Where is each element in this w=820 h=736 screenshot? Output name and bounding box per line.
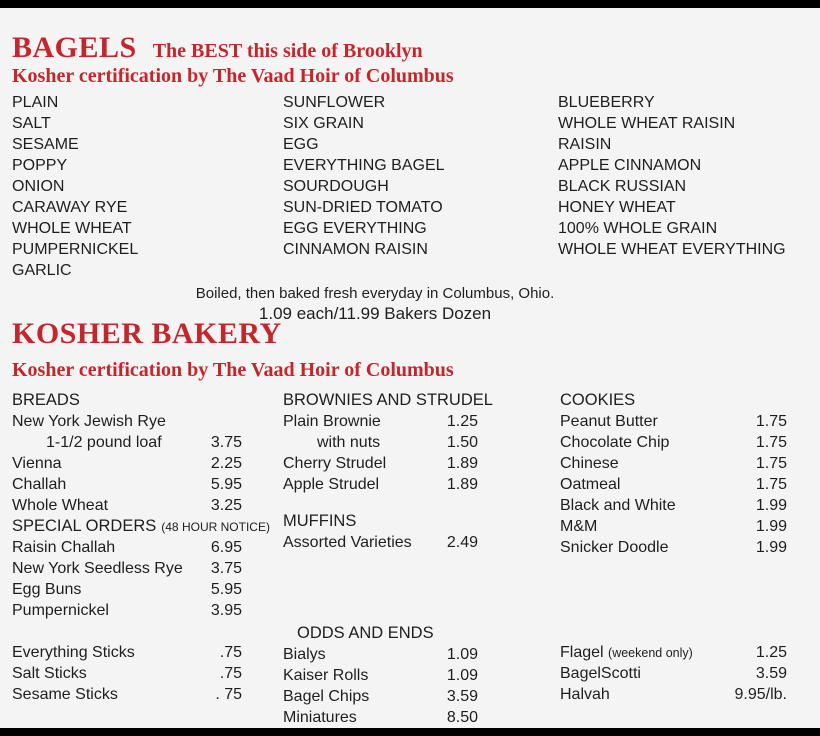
- menu-item-price: 5.95: [210, 581, 242, 598]
- menu-item-name: Chinese: [560, 455, 619, 472]
- menu-item-name: Bialys: [283, 646, 326, 663]
- column-spacer: [283, 495, 478, 511]
- bakery-certification: Kosher certification by The Vaad Hoir of Columbus: [12, 359, 454, 381]
- menu-item-name: Whole Wheat: [12, 497, 109, 514]
- menu-item-name: Assorted Varieties: [283, 534, 412, 551]
- menu-item-name: Raisin Challah: [12, 539, 116, 556]
- bagel-flavor: ONION: [12, 178, 65, 195]
- bagel-flavor: SALT: [12, 115, 51, 132]
- section-header-special-orders: [12, 516, 270, 537]
- menu-item-name: New York Jewish Rye: [12, 413, 166, 430]
- menu-item-name: Miniatures: [283, 709, 357, 726]
- bagel-flavor: GARLIC: [12, 262, 72, 279]
- menu-item-price: 1.25: [755, 644, 787, 661]
- section-header-cookies: COOKIES: [560, 391, 636, 409]
- menu-item-row: [283, 644, 478, 665]
- bagel-flavor: EGG: [283, 136, 319, 153]
- bagel-flavor: SUN-DRIED TOMATO: [283, 199, 443, 216]
- bagels-certification: Kosher certification by The Vaad Hoir of Columbus: [12, 65, 454, 87]
- bagel-flavor: CARAWAY RYE: [12, 199, 128, 216]
- menu-item-row: [283, 532, 478, 553]
- menu-item-name: Egg Buns: [12, 581, 82, 598]
- menu-item-price: 1.50: [446, 434, 478, 451]
- bakery-column-cookies: [560, 390, 787, 705]
- bagel-flavor: SESAME: [12, 136, 79, 153]
- menu-item-name: Challah: [12, 476, 67, 493]
- section-header-brownies: BROWNIES AND STRUDEL: [283, 391, 493, 409]
- menu-item-price: 3.59: [446, 688, 478, 705]
- bagels-tagline: The BEST this side of Brooklyn: [152, 40, 423, 62]
- column-spacer: [560, 558, 787, 642]
- specialty-name: Flagel: [560, 644, 604, 661]
- menu-item-row: [12, 495, 242, 516]
- menu-item-row: [283, 707, 478, 728]
- bagel-flavor: EGG EVERYTHING: [283, 220, 427, 237]
- menu-item-row: [12, 663, 242, 684]
- menu-item-row: [560, 516, 787, 537]
- bagel-flavor: POPPY: [12, 157, 68, 174]
- menu-item-name: Kaiser Rolls: [283, 667, 369, 684]
- bagel-flavor: PUMPERNICKEL: [12, 241, 139, 258]
- menu-item-price: 3.75: [210, 434, 242, 451]
- menu-item-price: 1.25: [446, 413, 478, 430]
- menu-item-row: [283, 453, 478, 474]
- section-header-muffins: MUFFINS: [283, 512, 357, 530]
- menu-item-row: [12, 432, 242, 453]
- special-orders-label: SPECIAL ORDERS: [12, 517, 157, 535]
- menu-item-price: 1.99: [755, 539, 787, 556]
- menu-item-price: 1.75: [755, 455, 787, 472]
- section-header-odds-and-ends: ODDS AND ENDS: [297, 624, 434, 642]
- menu-item-name: Everything Sticks: [12, 644, 135, 661]
- menu-item-row: [12, 684, 242, 705]
- menu-item-price: .75: [219, 665, 242, 682]
- menu-item-price: .75: [219, 644, 242, 661]
- menu-item-price: 3.25: [210, 497, 242, 514]
- menu-item-price: 1.09: [446, 667, 478, 684]
- menu-item-row: [12, 474, 242, 495]
- menu-item-row: [560, 453, 787, 474]
- menu-item-name: 1-1/2 pound loaf: [46, 434, 162, 451]
- menu-item-row: [560, 642, 787, 663]
- bagel-flavor: WHOLE WHEAT: [12, 220, 132, 237]
- menu-item-name: Snicker Doodle: [560, 539, 669, 556]
- menu-item-row: [283, 474, 478, 495]
- menu-item-row: [12, 579, 242, 600]
- bagel-flavor: BLACK RUSSIAN: [558, 178, 687, 195]
- menu-item-row: [560, 432, 787, 453]
- menu-item-price: 8.50: [446, 709, 478, 726]
- menu-item-name: [560, 642, 693, 664]
- menu-item-name: Cherry Strudel: [283, 455, 387, 472]
- menu-item-price: 1.75: [755, 434, 787, 451]
- menu-item-row: [12, 558, 242, 579]
- menu-item-price: 1.75: [755, 413, 787, 430]
- bagel-flavor: EVERYTHING BAGEL: [283, 157, 445, 174]
- menu-item-name: Pumpernickel: [12, 602, 109, 619]
- menu-item-price: 5.95: [210, 476, 242, 493]
- menu-item-name: with nuts: [317, 434, 381, 451]
- section-header-breads: BREADS: [12, 391, 80, 409]
- bagel-flavor: PLAIN: [12, 94, 59, 111]
- bagel-flavor: 100% WHOLE GRAIN: [558, 220, 718, 237]
- bagels-title: BAGELS: [12, 31, 137, 64]
- special-orders-note: (48 HOUR NOTICE): [161, 520, 270, 534]
- menu-item-price: 2.49: [446, 534, 478, 551]
- bagel-flavors-column-2: [283, 92, 548, 260]
- menu-item-price: 1.99: [755, 497, 787, 514]
- menu-item-row: [560, 684, 787, 705]
- menu-item-row: [560, 474, 787, 495]
- menu-item-price: 6.95: [210, 539, 242, 556]
- fresh-note: Boiled, then baked fresh everyday in Columbus, Ohio.: [195, 285, 555, 302]
- bagel-flavor: SUNFLOWER: [283, 94, 386, 111]
- menu-item-name: New York Seedless Rye: [12, 560, 183, 577]
- bakery-column-middle: [283, 390, 493, 728]
- bagel-flavor: SOURDOUGH: [283, 178, 389, 195]
- bagel-flavors-column-1: [12, 92, 272, 281]
- menu-item-price: 1.89: [446, 476, 478, 493]
- column-spacer: [12, 621, 242, 642]
- menu-item-name: Vienna: [12, 455, 62, 472]
- menu-item-price: 3.59: [755, 665, 787, 682]
- bakery-column-breads: [12, 390, 270, 705]
- menu-item-row: [560, 663, 787, 684]
- menu-item-price: . 75: [215, 686, 242, 703]
- menu-item-price: 2.25: [210, 455, 242, 472]
- menu-item-name: Chocolate Chip: [560, 434, 670, 451]
- menu-item-row: [12, 537, 242, 558]
- menu-item-row: [283, 686, 478, 707]
- column-spacer: [283, 553, 478, 623]
- bagels-heading-row: [12, 32, 423, 64]
- menu-item-name: Black and White: [560, 497, 676, 514]
- menu-item-price: 9.95/lb.: [734, 686, 787, 703]
- bagel-flavor: WHOLE WHEAT RAISIN: [558, 115, 736, 132]
- bagel-flavor: SIX GRAIN: [283, 115, 364, 132]
- menu-item-name: BagelScotti: [560, 665, 641, 682]
- weekend-only-note: (weekend only): [608, 646, 693, 660]
- bagel-flavor: APPLE CINNAMON: [558, 157, 702, 174]
- menu-item-price: 1.75: [755, 476, 787, 493]
- bagel-flavor: WHOLE WHEAT EVERYTHING: [558, 241, 786, 258]
- menu-item-price: 1.09: [446, 646, 478, 663]
- bagel-flavor: BLUEBERRY: [558, 94, 655, 111]
- bagel-flavor: RAISIN: [558, 136, 612, 153]
- menu-item-price: 3.75: [210, 560, 242, 577]
- menu-item-name: Apple Strudel: [283, 476, 380, 493]
- bottom-black-bar: [0, 728, 820, 736]
- menu-item-price: 1.89: [446, 455, 478, 472]
- bagel-flavor: CINNAMON RAISIN: [283, 241, 428, 258]
- menu-item-price: 1.99: [755, 518, 787, 535]
- bagel-flavors-column-3: [558, 92, 808, 260]
- bagel-flavor: HONEY WHEAT: [558, 199, 676, 216]
- menu-item-name: Halvah: [560, 686, 610, 703]
- menu-item-row: [283, 665, 478, 686]
- bagel-pricing: 1.09 each/11.99 Bakers Dozen: [258, 304, 492, 323]
- menu-item-row: [12, 453, 242, 474]
- menu-item-row: [560, 495, 787, 516]
- menu-item-name: Peanut Butter: [560, 413, 658, 430]
- menu-item-row: [283, 432, 478, 453]
- menu-item-row: [283, 411, 478, 432]
- menu-item-name: Salt Sticks: [12, 665, 87, 682]
- menu-item-price: 3.95: [210, 602, 242, 619]
- menu-item-name: M&M: [560, 518, 598, 535]
- menu-item-name: Oatmeal: [560, 476, 621, 493]
- menu-item-row: [12, 642, 242, 663]
- menu-item-row: [560, 411, 787, 432]
- top-black-bar: [0, 0, 820, 8]
- bakery-title: KOSHER BAKERY: [12, 317, 282, 350]
- menu-item-name: Sesame Sticks: [12, 686, 118, 703]
- menu-item-name: Plain Brownie: [283, 413, 381, 430]
- menu-item-row: [560, 537, 787, 558]
- menu-item-row: [12, 411, 242, 432]
- menu-item-row: [12, 600, 242, 621]
- menu-item-name: Bagel Chips: [283, 688, 370, 705]
